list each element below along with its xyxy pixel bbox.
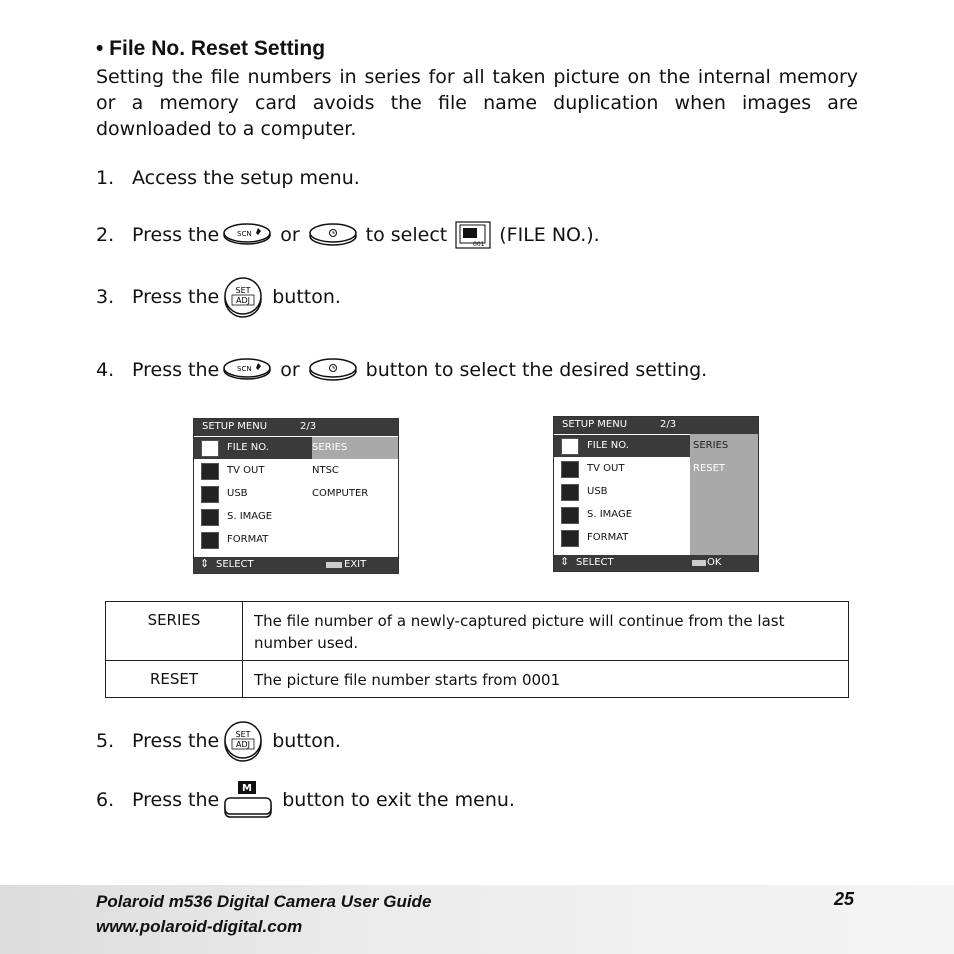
up-down-arrows-icon: ⇕ bbox=[560, 555, 570, 568]
menu-value: NTSC bbox=[312, 465, 339, 476]
step-2 bbox=[96, 221, 605, 249]
table-row bbox=[106, 661, 849, 698]
step-text: Press the bbox=[132, 730, 220, 752]
file-no-icon bbox=[201, 440, 219, 457]
step-text: Press the bbox=[132, 359, 220, 381]
step-number: 3. bbox=[96, 286, 115, 308]
file-icon-label: 001 bbox=[473, 241, 485, 248]
step-number: 4. bbox=[96, 359, 115, 381]
step-number: 5. bbox=[96, 730, 115, 752]
startup-image-icon bbox=[201, 509, 219, 526]
menu-row-tv-out bbox=[194, 460, 398, 482]
menu-label: FORMAT bbox=[587, 532, 629, 543]
menu-row-s-image bbox=[554, 504, 690, 526]
menu-label: FORMAT bbox=[227, 534, 269, 545]
footer-guide-title: Polaroid m536 Digital Camera User Guide bbox=[96, 892, 432, 911]
footer-select: SELECT bbox=[216, 559, 254, 570]
step-text-button: button. bbox=[272, 730, 341, 752]
set-key-icon bbox=[692, 560, 706, 566]
set-label: SET bbox=[235, 730, 251, 739]
footer-url: www.polaroid-digital.com bbox=[96, 917, 303, 936]
menu-key-icon bbox=[326, 562, 342, 568]
step-text: Press the bbox=[132, 224, 220, 246]
file-no-icon bbox=[561, 438, 579, 455]
menu-row-usb bbox=[554, 481, 690, 503]
table-desc: The file number of a newly-captured picture will continue from the last number used. bbox=[243, 602, 849, 661]
timer-button-icon bbox=[308, 222, 358, 248]
step-text-fileno: (FILE NO.). bbox=[499, 224, 600, 246]
scn-label: SCN bbox=[237, 230, 252, 238]
screen-header bbox=[554, 417, 758, 434]
step-1 bbox=[96, 167, 360, 189]
screen-header bbox=[194, 419, 398, 436]
options-panel bbox=[690, 434, 758, 555]
menu-label: TV OUT bbox=[587, 463, 625, 474]
format-icon bbox=[201, 532, 219, 549]
step-text-or: or bbox=[280, 224, 300, 246]
table-row bbox=[106, 602, 849, 661]
menu-label: USB bbox=[587, 486, 608, 497]
intro-paragraph: Setting the file numbers in series for all taken picture on the internal memory or a memory card avoids the file name duplication when images are downloaded to a computer. bbox=[96, 66, 858, 140]
set-label: SET bbox=[235, 286, 251, 295]
menu-label: M bbox=[242, 783, 253, 794]
footer-ok: OK bbox=[707, 557, 722, 568]
menu-row-format bbox=[194, 529, 398, 551]
menu-button-icon bbox=[222, 780, 274, 820]
scn-button-icon bbox=[222, 222, 272, 248]
menu-row-format bbox=[554, 527, 690, 549]
step-3 bbox=[96, 276, 346, 318]
table-key: SERIES bbox=[106, 602, 243, 661]
step-text-button: button. bbox=[272, 286, 341, 308]
screen-header-title: SETUP MENU bbox=[202, 421, 268, 432]
step-number: 1. bbox=[96, 167, 115, 189]
screen-page: 2/3 bbox=[660, 419, 677, 430]
page-number: 25 bbox=[834, 889, 855, 909]
menu-value: COMPUTER bbox=[312, 488, 369, 499]
menu-row-file-no bbox=[194, 437, 398, 459]
menu-label: FILE NO. bbox=[227, 442, 269, 453]
step-text-rest: button to exit the menu. bbox=[282, 789, 515, 811]
adj-label: ADJ bbox=[236, 296, 251, 305]
menu-row-s-image bbox=[194, 506, 398, 528]
usb-icon bbox=[561, 484, 579, 501]
step-text-rest: button to select the desired setting. bbox=[365, 359, 708, 381]
menu-label: USB bbox=[227, 488, 248, 499]
footer-select: SELECT bbox=[576, 557, 614, 568]
format-icon bbox=[561, 530, 579, 547]
menu-row-tv-out bbox=[554, 458, 690, 480]
lcd-screen-series bbox=[193, 418, 399, 574]
menu-label: TV OUT bbox=[227, 465, 265, 476]
step-text-or: or bbox=[280, 359, 300, 381]
settings-table bbox=[105, 601, 849, 698]
tv-icon bbox=[201, 463, 219, 480]
option-reset: RESET bbox=[693, 463, 726, 474]
step-text: Press the bbox=[132, 789, 220, 811]
table-key: RESET bbox=[106, 661, 243, 698]
menu-row-usb bbox=[194, 483, 398, 505]
usb-icon bbox=[201, 486, 219, 503]
menu-label: S. IMAGE bbox=[227, 511, 273, 522]
footer-exit: EXIT bbox=[344, 559, 367, 570]
step-4 bbox=[96, 357, 712, 383]
adj-label: ADJ bbox=[236, 740, 251, 749]
scn-button-icon bbox=[222, 357, 272, 383]
step-5 bbox=[96, 720, 346, 762]
up-down-arrows-icon: ⇕ bbox=[200, 557, 210, 570]
scn-label: SCN bbox=[237, 365, 252, 373]
screen-footer bbox=[554, 555, 758, 571]
screen-footer bbox=[194, 557, 398, 573]
screen-page: 2/3 bbox=[300, 421, 317, 432]
step-number: 2. bbox=[96, 224, 115, 246]
menu-label: S. IMAGE bbox=[587, 509, 633, 520]
screen-header-title: SETUP MENU bbox=[562, 419, 628, 430]
step-text: Press the bbox=[132, 286, 220, 308]
set-adj-button-icon bbox=[222, 720, 264, 762]
startup-image-icon bbox=[561, 507, 579, 524]
menu-value: SERIES bbox=[312, 442, 348, 453]
option-series: SERIES bbox=[693, 440, 729, 451]
step-number: 6. bbox=[96, 789, 115, 811]
step-text: Access the setup menu. bbox=[132, 167, 360, 189]
step-text-select: to select bbox=[365, 224, 448, 246]
step-6 bbox=[96, 780, 520, 820]
file-no-icon bbox=[455, 221, 491, 249]
menu-row-file-no bbox=[554, 435, 690, 457]
lcd-screen-options bbox=[553, 416, 759, 572]
menu-label: FILE NO. bbox=[587, 440, 629, 451]
section-title: • File No. Reset Setting bbox=[96, 37, 326, 60]
timer-button-icon bbox=[308, 357, 358, 383]
tv-icon bbox=[561, 461, 579, 478]
table-desc: The picture file number starts from 0001 bbox=[243, 661, 849, 698]
set-adj-button-icon bbox=[222, 276, 264, 318]
